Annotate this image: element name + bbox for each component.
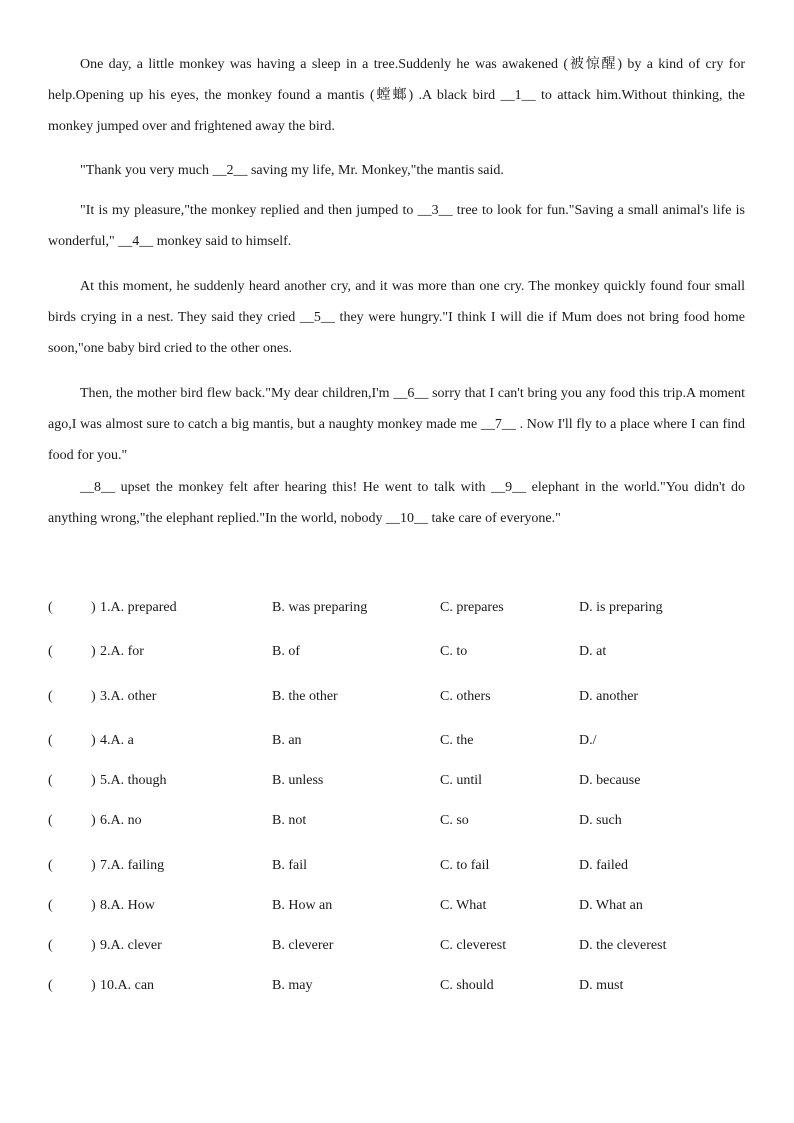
option-c: C. others (440, 689, 491, 704)
option-b: B. How an (272, 898, 333, 913)
option-d: D. such (579, 813, 622, 828)
passage-paragraph-1: One day, a little monkey was having a sleep in a tree.Suddenly he was awakened (被惊醒) by a kind of cry for help.Opening up his eyes, the monkey found a mantis (螳螂) .A black bird __1__ to attack him.Without thinking, the monkey jumped over and frightened away the bird. (48, 57, 745, 134)
answer-blank-open: ( (48, 858, 53, 873)
passage-paragraph-4: At this moment, he suddenly heard another cry, and it was more than one cry. The monkey quickly found four small birds crying in a nest. They said they cried __5__ they were hungry."I think I will die if Mum does not bring food home soon,"one baby bird cried to the other ones. (48, 279, 745, 356)
answer-blank-close: ) (91, 689, 96, 704)
option-c: C. should (440, 978, 494, 993)
option-a: 5.A. though (100, 773, 167, 788)
option-d: D./ (579, 733, 597, 748)
question-row-10 (48, 976, 748, 996)
option-d: D. What an (579, 898, 643, 913)
option-a: 7.A. failing (100, 858, 165, 873)
question-row-4 (48, 731, 748, 751)
option-b: B. unless (272, 773, 324, 788)
option-b: B. was preparing (272, 600, 368, 615)
answer-blank-close: ) (91, 644, 96, 659)
option-a: 8.A. How (100, 898, 155, 913)
answer-blank-open: ( (48, 773, 53, 788)
option-d: D. because (579, 773, 641, 788)
option-d: D. another (579, 689, 639, 704)
answer-blank-open: ( (48, 938, 53, 953)
answer-blank-close: ) (91, 600, 96, 615)
answer-blank-open: ( (48, 978, 53, 993)
option-c: C. so (440, 813, 469, 828)
option-a: 6.A. no (100, 813, 142, 828)
question-row-7 (48, 856, 748, 876)
answer-blank-close: ) (91, 733, 96, 748)
option-b: B. not (272, 813, 307, 828)
answer-blank-open: ( (48, 898, 53, 913)
option-b: B. may (272, 978, 313, 993)
passage-paragraph-6: __8__ upset the monkey felt after hearing this! He went to talk with __9__ elephant in the world."You didn't do anything wrong,"the elephant replied."In the world, nobody __10__ take care of everyone." (48, 480, 745, 526)
option-b: B. the other (272, 689, 338, 704)
option-c: C. What (440, 898, 487, 913)
option-c: C. cleverest (440, 938, 507, 953)
answer-blank-open: ( (48, 689, 53, 704)
option-c: C. to (440, 644, 468, 659)
question-row-5 (48, 771, 748, 791)
option-b: B. fail (272, 858, 307, 873)
question-row-1 (48, 598, 748, 618)
question-row-3 (48, 687, 748, 707)
option-a: 4.A. a (100, 733, 134, 748)
question-row-2 (48, 642, 748, 662)
option-d: D. the cleverest (579, 938, 667, 953)
option-c: C. prepares (440, 600, 504, 615)
answer-blank-open: ( (48, 813, 53, 828)
option-b: B. an (272, 733, 302, 748)
option-a: 10.A. can (100, 978, 155, 993)
passage-paragraph-5: Then, the mother bird flew back."My dear children,I'm __6__ sorry that I can't bring you any food this trip.A moment ago,I was almost sure to catch a big mantis, but a naughty monkey made me __7__ . Now I'll fly to a place where I can find food for you." (48, 386, 745, 463)
question-row-9 (48, 936, 748, 956)
answer-blank-close: ) (91, 978, 96, 993)
option-c: C. to fail (440, 858, 490, 873)
answer-blank-open: ( (48, 733, 53, 748)
option-c: C. the (440, 733, 474, 748)
answer-blank-close: ) (91, 938, 96, 953)
option-d: D. failed (579, 858, 628, 873)
option-c: C. until (440, 773, 483, 788)
answer-blank-close: ) (91, 858, 96, 873)
answer-blank-open: ( (48, 600, 53, 615)
answer-blank-open: ( (48, 644, 53, 659)
question-row-6 (48, 811, 748, 831)
option-a: 3.A. other (100, 689, 157, 704)
option-d: D. must (579, 978, 624, 993)
option-a: 1.A. prepared (100, 600, 177, 615)
option-d: D. at (579, 644, 607, 659)
option-b: B. cleverer (272, 938, 334, 953)
passage-paragraph-2: "Thank you very much __2__ saving my life, Mr. Monkey,"the mantis said. (80, 163, 504, 178)
question-row-8 (48, 896, 748, 916)
answer-blank-close: ) (91, 773, 96, 788)
answer-blank-close: ) (91, 813, 96, 828)
option-a: 2.A. for (100, 644, 144, 659)
passage-paragraph-3: "It is my pleasure,"the monkey replied and then jumped to __3__ tree to look for fun."Saving a small animal's life is wonderful," __4__ monkey said to himself. (48, 203, 745, 249)
option-b: B. of (272, 644, 300, 659)
answer-blank-close: ) (91, 898, 96, 913)
option-a: 9.A. clever (100, 938, 162, 953)
option-d: D. is preparing (579, 600, 663, 615)
